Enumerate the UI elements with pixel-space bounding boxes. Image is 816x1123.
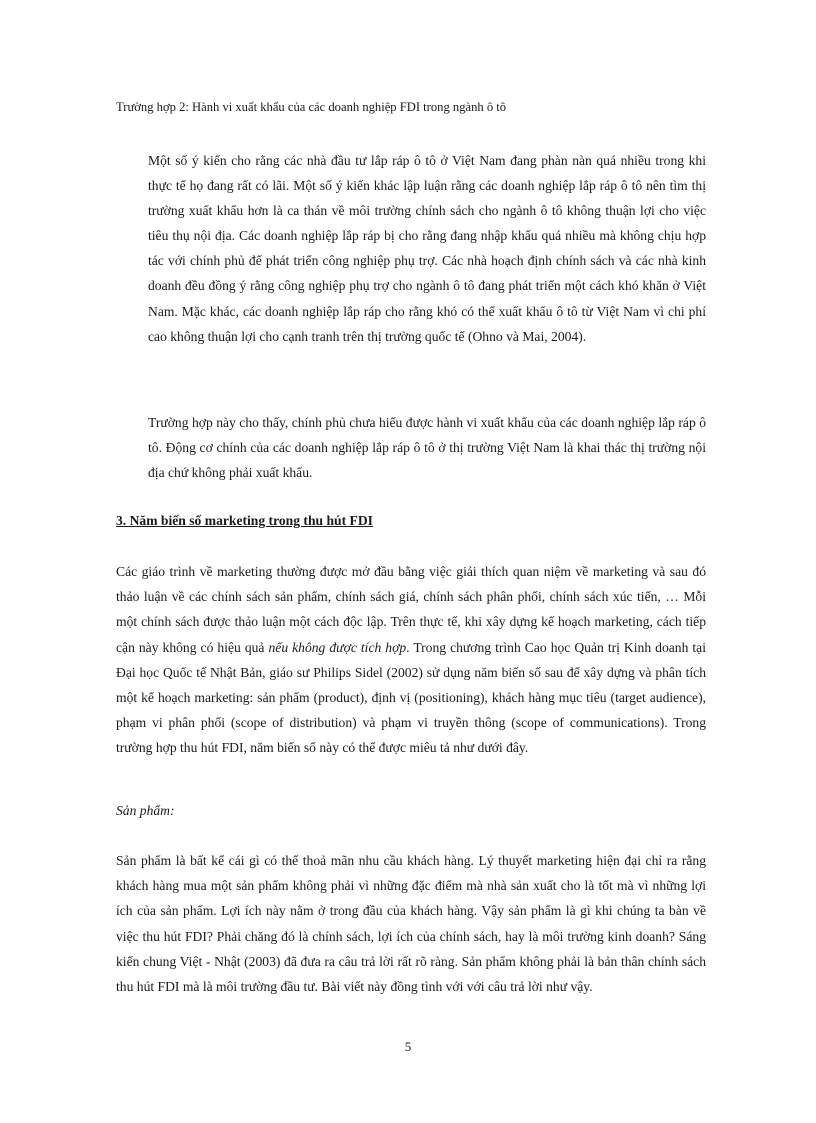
paragraph-text-end: . Trong chương trình Cao học Quản trị Kinh doanh tại Đại học Quốc tế Nhật Bản, giáo sư Philips Sidel (2002) sử dụng năm biến số sau để xây dựng và phân tích một kế hoạch marketing: sản phẩm (product), định vị (positioning), khách hàng mục tiêu (target audience), phạm vi phân phối (scope of distribution) và phạm vi truyền thông (scope of communications). Trong trường hợp thu hút FDI, năm biến số này có thể được miêu tả như dưới đây. <box>116 639 706 756</box>
body-paragraph-product: Sản phẩm là bất kể cái gì có thể thoả mãn nhu cầu khách hàng. Lý thuyết marketing hiện đại chỉ ra rằng khách hàng mua một sản phẩm không phải vì những đặc điểm mà nhà sản xuất cho là tốt mà vì những lợi ích của sản phẩm. Lợi ích này nằm ở trong đầu của khách hàng. Vậy sản phẩm là gì khi chúng ta bàn về việc thu hút FDI? Phải chăng đó là chính sách, lợi ích của chính sách, hay là môi trường kinh doanh? Sáng kiến chung Việt - Nhật (2003) đã đưa ra câu trả lời rất rõ ràng. Sản phẩm không phải là bản thân chính sách thu hút FDI mà là môi trường đầu tư. Bài viết này đồng tình với với câu trả lời như vậy. <box>116 853 706 995</box>
indented-paragraph-2: Trường hợp này cho thấy, chính phủ chưa hiểu được hành vi xuất khẩu của các doanh nghiệp lắp ráp ô tô. Động cơ chính của các doanh nghiệp lắp ráp ô tô ở thị trường Việt Nam là khai thác thị trường nội địa chứ không phải xuất khẩu. <box>148 415 706 481</box>
italic-phrase: nếu không được tích hợp <box>268 639 407 655</box>
subheading-product: Sản phẩm: <box>116 803 175 818</box>
case-caption: Trường hợp 2: Hành vi xuất khẩu của các doanh nghiệp FDI trong ngành ô tô <box>116 100 507 114</box>
section-heading: 3. Năm biến số marketing trong thu hút FDI <box>116 513 373 528</box>
indented-paragraph-1: Một số ý kiến cho rằng các nhà đầu tư lắp ráp ô tô ở Việt Nam đang phàn nàn quá nhiều trong khi thực tế họ đang rất có lãi. Một số ý kiến khác lập luận rằng các doanh nghiệp lắp ráp ô tô nên tìm thị trường xuất khẩu hơn là ca thán về môi trường chính sách cho ngành ô tô không thuận lợi cho việc tiêu thụ nội địa. Các doanh nghiệp lắp ráp bị cho rằng đang nhập khẩu quá nhiều mà không chịu hợp tác với chính phủ để phát triển công nghiệp phụ trợ. Các nhà hoạch định chính sách và các nhà kinh doanh đều đồng ý rằng công nghiệp phụ trợ cho ngành ô tô đang phát triển một cách khó khăn ở Việt Nam. Mặc khác, các doanh nghiệp lắp ráp cho rằng khó có thể xuất khẩu ô tô từ Việt Nam vì chi phí cao không thuận lợi cho cạnh tranh trên thị trường quốc tế (Ohno và Mai, 2004). <box>148 153 706 344</box>
page-number: 5 <box>404 1039 412 1054</box>
paragraph-text-start: Các giáo trình về marketing thường được mở đầu bằng việc giải thích quan niệm về marketing và sau đó thảo luận về các chính sách sản phẩm, chính sách giá, chính sách phân phối, chính sách xúc tiến, … Mỗi một chính sách được thảo luận một cách độc lập. Trên thực tế, khi xây dựng kế hoạch marketing, cách tiếp cận này không có hiệu quả <box>116 564 706 655</box>
body-paragraph-marketing <box>116 559 706 761</box>
